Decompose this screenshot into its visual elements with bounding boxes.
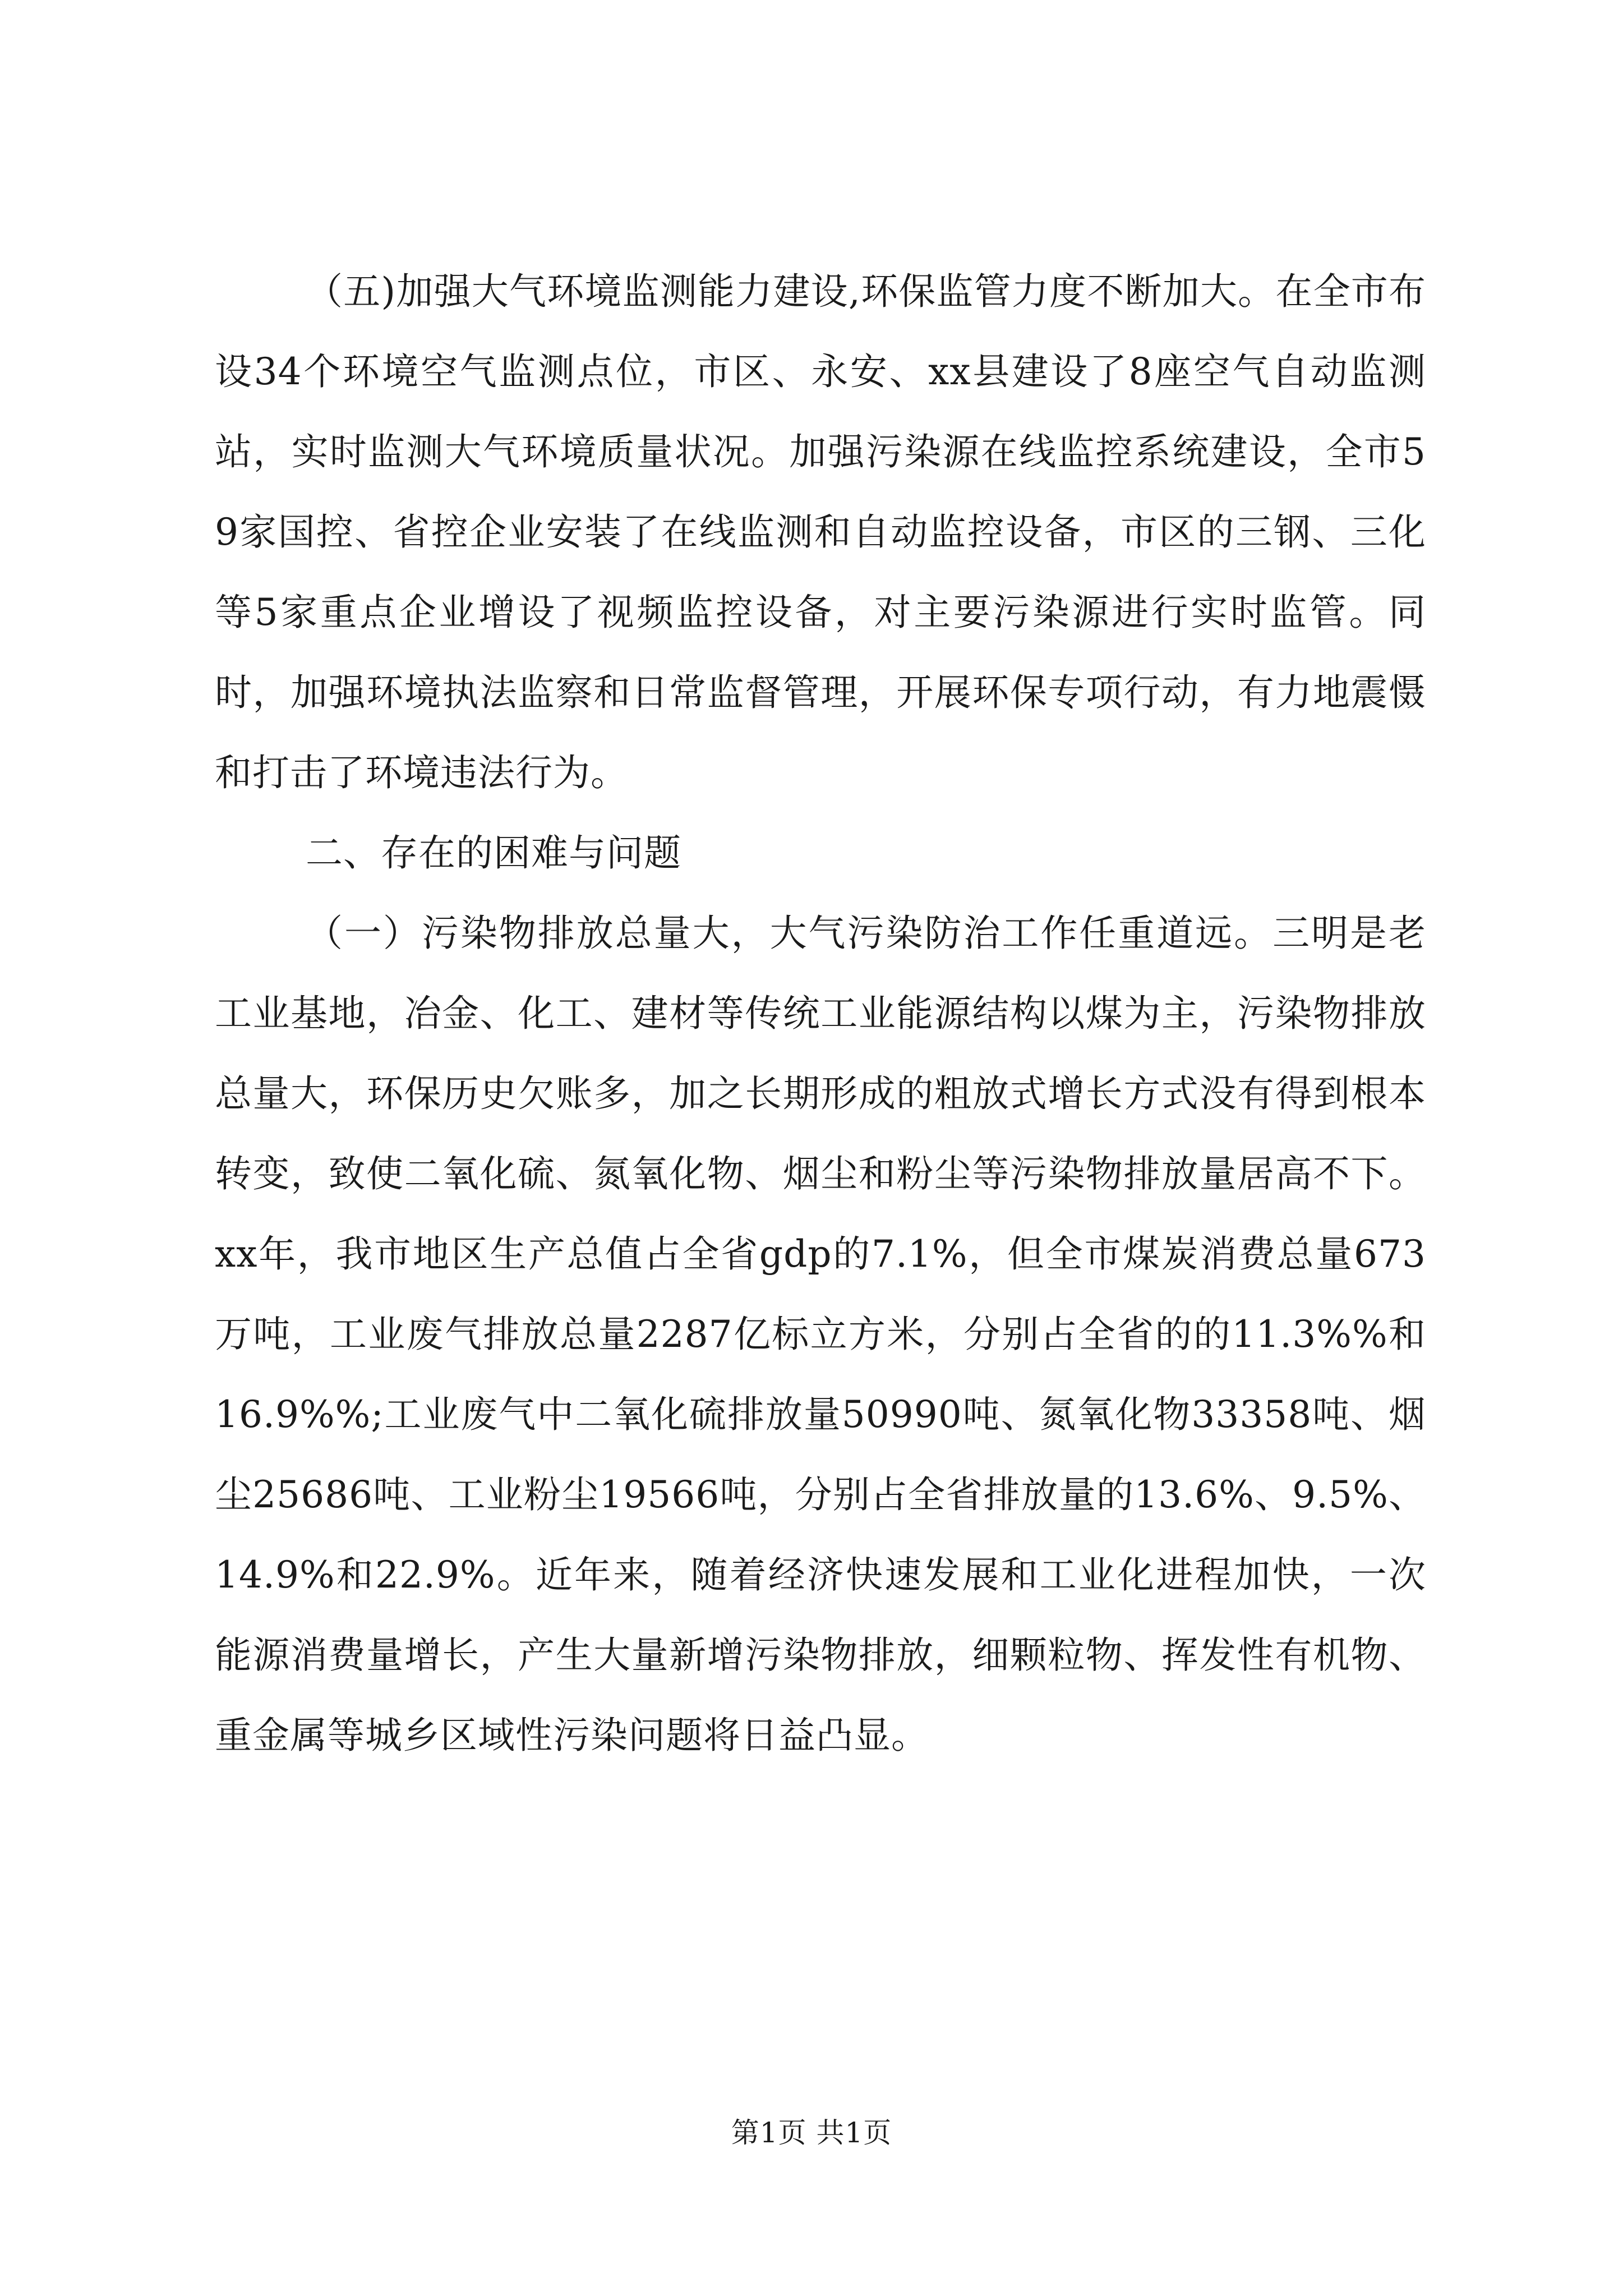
page-footer: 第1页 共1页 [731,2116,892,2149]
section-heading-problems: 二、存在的困难与问题 [306,831,681,875]
paragraph-section-5: （五)加强大气环境监测能力建设,环保监管力度不断加大。在全市布设34个环境空气监测点位，市区、永安、xx县建设了8座空气自动监测站，实时监测大气环境质量状况。加强污染源在线监控系统建设，全市59家国控、省控企业安装了在线监测和自动监控设备，市区的三钢、三化等5家重点企业增设了视频监控设备，对主要污染源进行实时监管。同时，加强环境执法监察和日常监督管理，开展环保专项行动，有力地震慑和打击了环境违法行为。 [215,270,1426,794]
paragraph-problem-1: （一）污染物排放总量大，大气污染防治工作任重道远。三明是老工业基地，冶金、化工、建材等传统工业能源结构以煤为主，污染物排放总量大，环保历史欠账多，加之长期形成的粗放式增长方式没有得到根本转变，致使二氧化硫、氮氧化物、烟尘和粉尘等污染物排放量居高不下。xx年，我市地区生产总值占全省gdp的7.1%，但全市煤炭消费总量673万吨，工业废气排放总量2287亿标立方米，分别占全省的的11.3%%和16.9%%;工业废气中二氧化硫排放量50990吨、氮氧化物33358吨、烟尘25686吨、工业粉尘19566吨，分别占全省排放量的13.6%、9.5%、14.9%和22.9%。近年来，随着经济快速发展和工业化进程加快，一次能源消费量增长，产生大量新增污染物排放，细颗粒物、挥发性有机物、重金属等城乡区域性污染问题将日益凸显。 [215,912,1426,1757]
document-body [215,251,1426,1775]
